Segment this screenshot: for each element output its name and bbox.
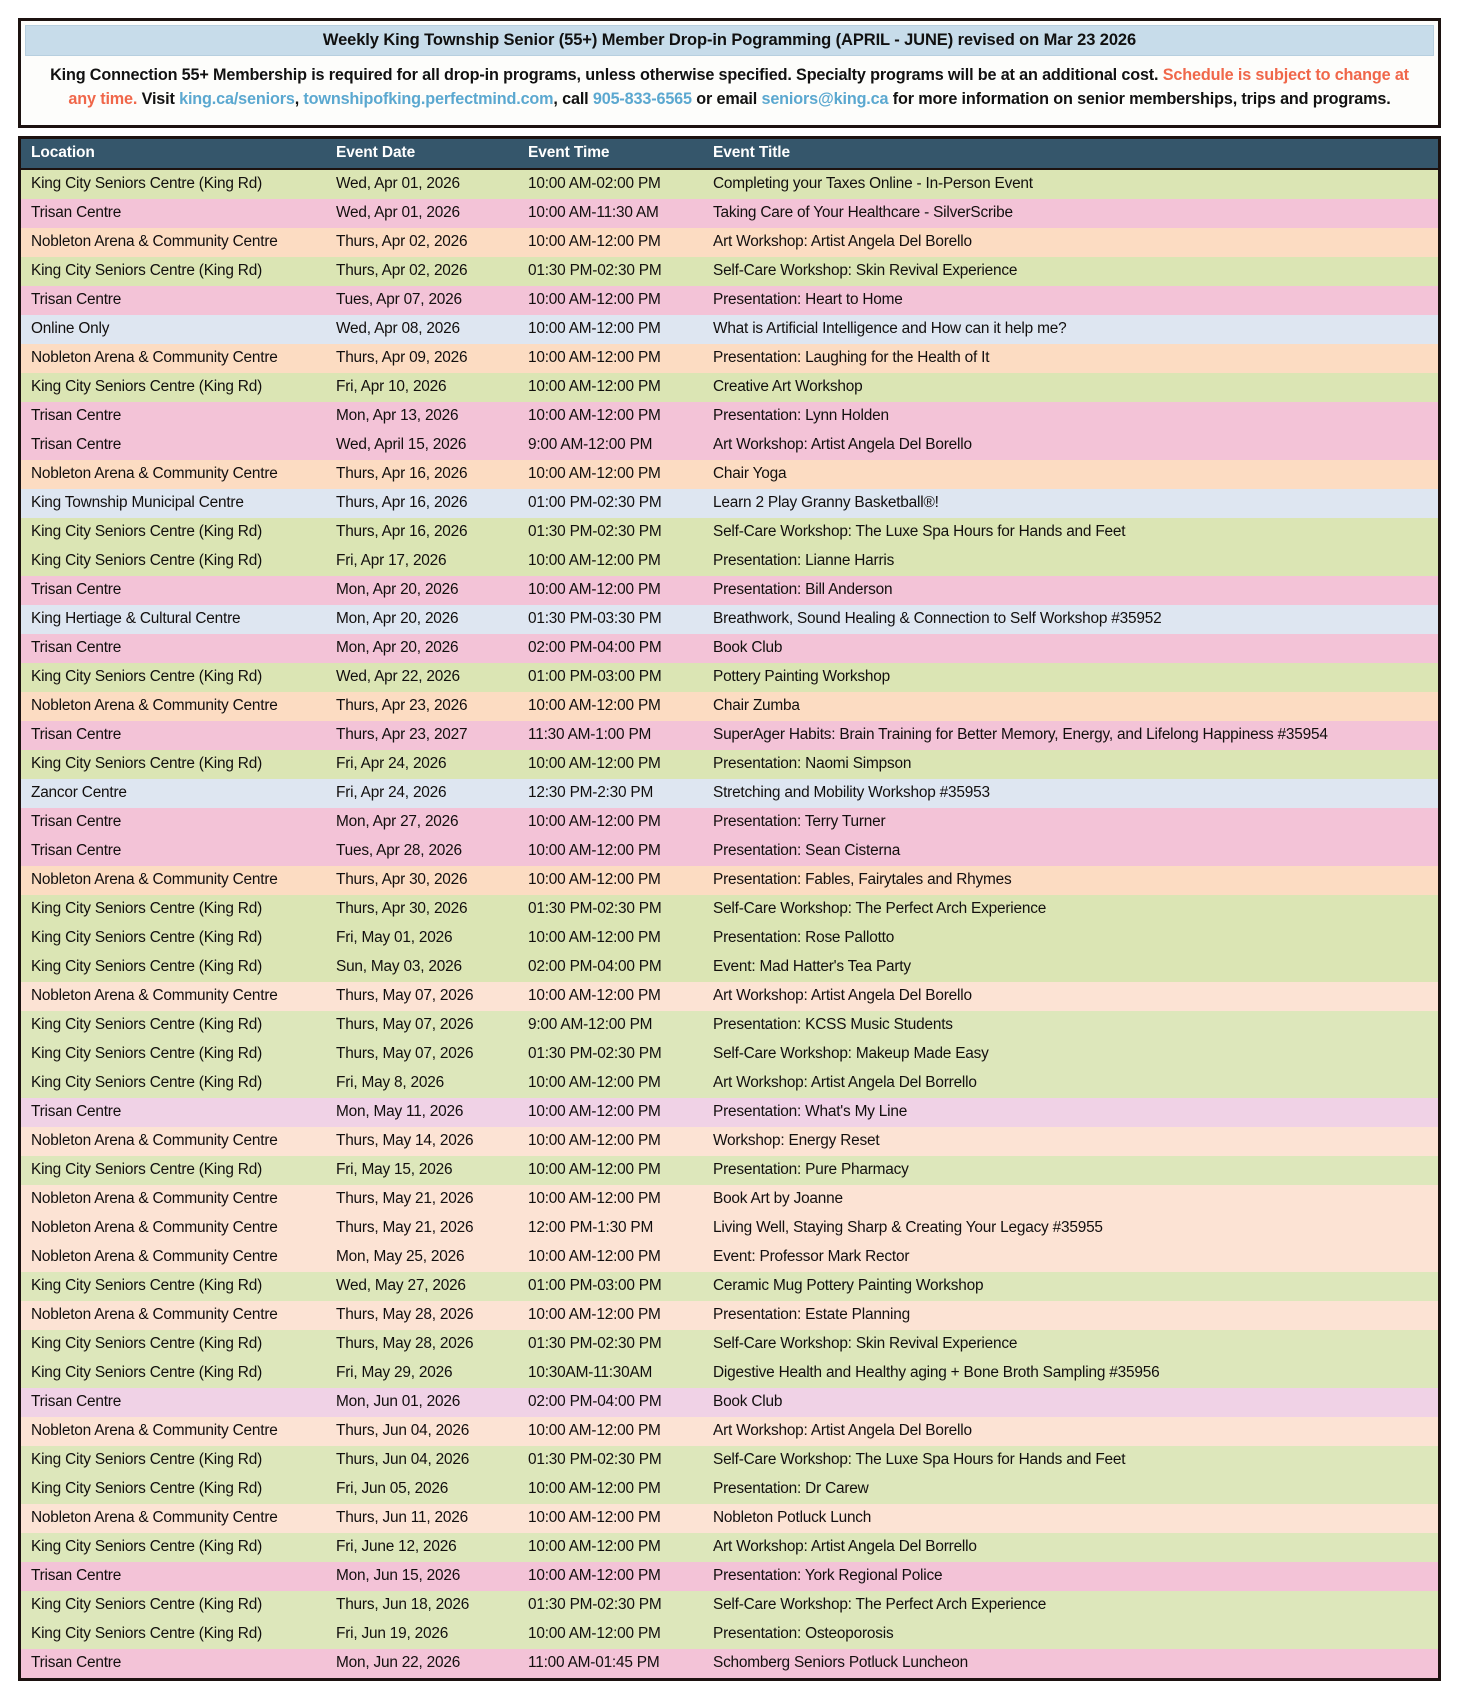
table-row[interactable] xyxy=(21,953,1438,982)
link-perfectmind[interactable]: townshipofking.perfectmind.com xyxy=(303,90,554,109)
event-date: Wed, April 15, 2026 xyxy=(326,431,518,460)
table-row[interactable] xyxy=(21,460,1438,489)
event-title: Taking Care of Your Healthcare - SilverScribe xyxy=(703,199,1438,228)
event-date: Thurs, May 07, 2026 xyxy=(326,1040,518,1069)
event-time: 10:00 AM-11:30 AM xyxy=(518,199,703,228)
event-location: Trisan Centre xyxy=(21,199,326,228)
column-header-event-time[interactable]: Event Time xyxy=(518,139,703,169)
event-title: Presentation: Heart to Home xyxy=(703,286,1438,315)
event-title: Presentation: Rose Pallotto xyxy=(703,924,1438,953)
table-row[interactable] xyxy=(21,1330,1438,1359)
event-time: 11:30 AM-1:00 PM xyxy=(518,721,703,750)
notice-change-warning: Schedule is subject to change at any time. xyxy=(68,66,1409,109)
event-title: Chair Yoga xyxy=(703,460,1438,489)
event-location: King City Seniors Centre (King Rd) xyxy=(21,1475,326,1504)
table-row[interactable] xyxy=(21,692,1438,721)
event-title: Book Club xyxy=(703,634,1438,663)
event-time: 10:00 AM-02:00 PM xyxy=(518,169,703,199)
event-time: 10:00 AM-12:00 PM xyxy=(518,1475,703,1504)
page-title: Weekly King Township Senior (55+) Member Drop-in Pogramming (APRIL - JUNE) revised on Mar 23 2026 xyxy=(25,25,1434,56)
table-row[interactable] xyxy=(21,1359,1438,1388)
event-date: Thurs, May 07, 2026 xyxy=(326,1011,518,1040)
event-title: Self-Care Workshop: The Perfect Arch Experience xyxy=(703,1591,1438,1620)
event-date: Mon, Apr 13, 2026 xyxy=(326,402,518,431)
table-row[interactable] xyxy=(21,750,1438,779)
event-date: Fri, Jun 19, 2026 xyxy=(326,1620,518,1649)
table-header xyxy=(21,139,1438,169)
event-title: Presentation: Laughing for the Health of It xyxy=(703,344,1438,373)
event-time: 10:00 AM-12:00 PM xyxy=(518,982,703,1011)
event-title: Pottery Painting Workshop xyxy=(703,663,1438,692)
event-time: 02:00 PM-04:00 PM xyxy=(518,1388,703,1417)
event-time: 9:00 AM-12:00 PM xyxy=(518,431,703,460)
table-row[interactable] xyxy=(21,286,1438,315)
event-location: Nobleton Arena & Community Centre xyxy=(21,982,326,1011)
table-row[interactable] xyxy=(21,1562,1438,1591)
event-title: Presentation: Lianne Harris xyxy=(703,547,1438,576)
table-row[interactable] xyxy=(21,1475,1438,1504)
event-time: 01:30 PM-02:30 PM xyxy=(518,895,703,924)
table-row[interactable] xyxy=(21,373,1438,402)
event-location: King City Seniors Centre (King Rd) xyxy=(21,895,326,924)
event-time: 10:00 AM-12:00 PM xyxy=(518,576,703,605)
event-location: Nobleton Arena & Community Centre xyxy=(21,1301,326,1330)
event-title: Art Workshop: Artist Angela Del Borello xyxy=(703,431,1438,460)
event-date: Tues, Apr 28, 2026 xyxy=(326,837,518,866)
event-time: 01:00 PM-03:00 PM xyxy=(518,1272,703,1301)
table-row[interactable] xyxy=(21,489,1438,518)
column-header-location[interactable]: Location xyxy=(21,139,326,169)
event-location: Zancor Centre xyxy=(21,779,326,808)
event-location: Trisan Centre xyxy=(21,808,326,837)
event-date: Mon, Jun 15, 2026 xyxy=(326,1562,518,1591)
event-date: Fri, May 01, 2026 xyxy=(326,924,518,953)
event-location: Nobleton Arena & Community Centre xyxy=(21,692,326,721)
event-title: Presentation: Bill Anderson xyxy=(703,576,1438,605)
event-time: 9:00 AM-12:00 PM xyxy=(518,1011,703,1040)
event-location: Online Only xyxy=(21,315,326,344)
event-time: 10:00 AM-12:00 PM xyxy=(518,373,703,402)
table-row[interactable] xyxy=(21,866,1438,895)
notice-text-part2: Visit xyxy=(137,90,180,109)
event-time: 10:00 AM-12:00 PM xyxy=(518,692,703,721)
event-time: 10:00 AM-12:00 PM xyxy=(518,1620,703,1649)
event-date: Fri, May 15, 2026 xyxy=(326,1156,518,1185)
schedule-table xyxy=(21,139,1438,1678)
event-title: Digestive Health and Healthy aging + Bone Broth Sampling #35956 xyxy=(703,1359,1438,1388)
notice-sep3: or email xyxy=(691,90,762,109)
event-title: Art Workshop: Artist Angela Del Borello xyxy=(703,228,1438,257)
event-location: Trisan Centre xyxy=(21,1562,326,1591)
event-date: Thurs, Apr 23, 2027 xyxy=(326,721,518,750)
table-row[interactable] xyxy=(21,402,1438,431)
event-date: Thurs, Apr 30, 2026 xyxy=(326,866,518,895)
event-time: 10:00 AM-12:00 PM xyxy=(518,1185,703,1214)
event-time: 10:00 AM-12:00 PM xyxy=(518,1301,703,1330)
event-time: 12:00 PM-1:30 PM xyxy=(518,1214,703,1243)
banner xyxy=(18,18,1441,128)
event-title: Self-Care Workshop: Makeup Made Easy xyxy=(703,1040,1438,1069)
table-row[interactable] xyxy=(21,547,1438,576)
event-title: Art Workshop: Artist Angela Del Borrello xyxy=(703,1533,1438,1562)
event-time: 10:30AM-11:30AM xyxy=(518,1359,703,1388)
event-location: King City Seniors Centre (King Rd) xyxy=(21,953,326,982)
table-row[interactable] xyxy=(21,605,1438,634)
phone-number[interactable]: 905-833-6565 xyxy=(592,90,692,109)
event-location: King City Seniors Centre (King Rd) xyxy=(21,518,326,547)
event-title: Book Art by Joanne xyxy=(703,1185,1438,1214)
event-title: Self-Care Workshop: Skin Revival Experience xyxy=(703,1330,1438,1359)
event-location: Nobleton Arena & Community Centre xyxy=(21,1185,326,1214)
event-time: 01:30 PM-02:30 PM xyxy=(518,257,703,286)
event-location: Nobleton Arena & Community Centre xyxy=(21,1504,326,1533)
event-time: 10:00 AM-12:00 PM xyxy=(518,924,703,953)
event-date: Fri, May 8, 2026 xyxy=(326,1069,518,1098)
table-row[interactable] xyxy=(21,257,1438,286)
event-location: Trisan Centre xyxy=(21,721,326,750)
table-row[interactable] xyxy=(21,1156,1438,1185)
event-location: King City Seniors Centre (King Rd) xyxy=(21,1272,326,1301)
event-title: Self-Care Workshop: The Luxe Spa Hours for Hands and Feet xyxy=(703,1446,1438,1475)
event-date: Wed, Apr 01, 2026 xyxy=(326,169,518,199)
event-time: 11:00 AM-01:45 PM xyxy=(518,1649,703,1678)
table-row[interactable] xyxy=(21,576,1438,605)
event-date: Fri, Apr 24, 2026 xyxy=(326,779,518,808)
event-date: Wed, May 27, 2026 xyxy=(326,1272,518,1301)
event-time: 01:30 PM-02:30 PM xyxy=(518,1040,703,1069)
event-location: Nobleton Arena & Community Centre xyxy=(21,228,326,257)
event-date: Thurs, Apr 16, 2026 xyxy=(326,489,518,518)
event-location: Trisan Centre xyxy=(21,402,326,431)
event-time: 10:00 AM-12:00 PM xyxy=(518,402,703,431)
table-row[interactable] xyxy=(21,663,1438,692)
event-location: King City Seniors Centre (King Rd) xyxy=(21,1040,326,1069)
table-row[interactable] xyxy=(21,1098,1438,1127)
event-time: 01:30 PM-02:30 PM xyxy=(518,1446,703,1475)
event-time: 01:00 PM-03:00 PM xyxy=(518,663,703,692)
event-date: Fri, Apr 17, 2026 xyxy=(326,547,518,576)
event-location: King City Seniors Centre (King Rd) xyxy=(21,663,326,692)
event-date: Wed, Apr 01, 2026 xyxy=(326,199,518,228)
table-row[interactable] xyxy=(21,1504,1438,1533)
event-time: 10:00 AM-12:00 PM xyxy=(518,837,703,866)
table-row[interactable] xyxy=(21,721,1438,750)
event-date: Thurs, Apr 16, 2026 xyxy=(326,460,518,489)
event-time: 10:00 AM-12:00 PM xyxy=(518,228,703,257)
event-title: Art Workshop: Artist Angela Del Borello xyxy=(703,982,1438,1011)
event-title: Self-Care Workshop: Skin Revival Experience xyxy=(703,257,1438,286)
event-title: Completing your Taxes Online - In-Person Event xyxy=(703,169,1438,199)
event-title: Living Well, Staying Sharp & Creating Your Legacy #35955 xyxy=(703,1214,1438,1243)
event-title: Workshop: Energy Reset xyxy=(703,1127,1438,1156)
event-date: Wed, Apr 22, 2026 xyxy=(326,663,518,692)
event-date: Fri, Apr 10, 2026 xyxy=(326,373,518,402)
notice-text-part3: for more information on senior memberships, trips and programs. xyxy=(888,90,1391,109)
event-title: Presentation: KCSS Music Students xyxy=(703,1011,1438,1040)
column-header-event-title[interactable]: Event Title xyxy=(703,139,1438,169)
schedule-table-container xyxy=(18,136,1441,1681)
event-date: Mon, Apr 20, 2026 xyxy=(326,634,518,663)
event-title: Schomberg Seniors Potluck Luncheon xyxy=(703,1649,1438,1678)
notice-sep1: , xyxy=(294,90,304,109)
event-date: Thurs, Jun 04, 2026 xyxy=(326,1446,518,1475)
event-title: Nobleton Potluck Lunch xyxy=(703,1504,1438,1533)
event-title: Presentation: What's My Line xyxy=(703,1098,1438,1127)
event-title: Presentation: Lynn Holden xyxy=(703,402,1438,431)
event-time: 10:00 AM-12:00 PM xyxy=(518,1417,703,1446)
table-row[interactable] xyxy=(21,1533,1438,1562)
table-row[interactable] xyxy=(21,1011,1438,1040)
table-row[interactable] xyxy=(21,895,1438,924)
event-time: 10:00 AM-12:00 PM xyxy=(518,286,703,315)
event-time: 10:00 AM-12:00 PM xyxy=(518,1504,703,1533)
notice-sep2: , call xyxy=(553,90,593,109)
event-date: Mon, Jun 01, 2026 xyxy=(326,1388,518,1417)
event-time: 10:00 AM-12:00 PM xyxy=(518,315,703,344)
event-date: Thurs, Apr 02, 2026 xyxy=(326,228,518,257)
table-row[interactable] xyxy=(21,228,1438,257)
event-time: 01:30 PM-02:30 PM xyxy=(518,1591,703,1620)
table-row[interactable] xyxy=(21,1620,1438,1649)
table-row[interactable] xyxy=(21,1214,1438,1243)
event-location: Nobleton Arena & Community Centre xyxy=(21,866,326,895)
table-row[interactable] xyxy=(21,1069,1438,1098)
notice-text-part1: King Connection 55+ Membership is required for all drop-in programs, unless otherwise specified. Specialty programs will be at an additional cost. xyxy=(50,66,1163,85)
event-time: 01:30 PM-02:30 PM xyxy=(518,1330,703,1359)
event-date: Mon, May 25, 2026 xyxy=(326,1243,518,1272)
event-date: Mon, Jun 22, 2026 xyxy=(326,1649,518,1678)
table-row[interactable] xyxy=(21,1040,1438,1069)
event-time: 10:00 AM-12:00 PM xyxy=(518,808,703,837)
event-location: Nobleton Arena & Community Centre xyxy=(21,460,326,489)
table-row[interactable] xyxy=(21,315,1438,344)
event-location: King City Seniors Centre (King Rd) xyxy=(21,1069,326,1098)
event-date: Thurs, Jun 18, 2026 xyxy=(326,1591,518,1620)
event-date: Thurs, Apr 09, 2026 xyxy=(326,344,518,373)
table-row[interactable] xyxy=(21,1301,1438,1330)
event-title: Presentation: Pure Pharmacy xyxy=(703,1156,1438,1185)
table-header-row xyxy=(21,139,1438,169)
event-title: Presentation: Fables, Fairytales and Rhymes xyxy=(703,866,1438,895)
event-title: Breathwork, Sound Healing & Connection to Self Workshop #35952 xyxy=(703,605,1438,634)
table-body xyxy=(21,169,1438,1678)
event-time: 01:00 PM-02:30 PM xyxy=(518,489,703,518)
event-title: Chair Zumba xyxy=(703,692,1438,721)
event-location: King City Seniors Centre (King Rd) xyxy=(21,1620,326,1649)
table-row[interactable] xyxy=(21,1272,1438,1301)
table-row[interactable] xyxy=(21,1185,1438,1214)
event-date: Mon, Apr 27, 2026 xyxy=(326,808,518,837)
table-row[interactable] xyxy=(21,1591,1438,1620)
event-time: 10:00 AM-12:00 PM xyxy=(518,1069,703,1098)
event-date: Wed, Apr 08, 2026 xyxy=(326,315,518,344)
event-location: Trisan Centre xyxy=(21,576,326,605)
event-location: Trisan Centre xyxy=(21,1098,326,1127)
event-location: King City Seniors Centre (King Rd) xyxy=(21,750,326,779)
event-title: Event: Professor Mark Rector xyxy=(703,1243,1438,1272)
event-date: Thurs, Jun 11, 2026 xyxy=(326,1504,518,1533)
event-time: 02:00 PM-04:00 PM xyxy=(518,634,703,663)
event-location: King Township Municipal Centre xyxy=(21,489,326,518)
table-row[interactable] xyxy=(21,837,1438,866)
event-date: Mon, Apr 20, 2026 xyxy=(326,605,518,634)
link-king-ca-seniors[interactable]: king.ca/seniors xyxy=(179,90,295,109)
event-time: 01:30 PM-02:30 PM xyxy=(518,518,703,547)
event-location: Nobleton Arena & Community Centre xyxy=(21,1127,326,1156)
event-date: Fri, Jun 05, 2026 xyxy=(326,1475,518,1504)
event-location: Nobleton Arena & Community Centre xyxy=(21,1417,326,1446)
event-date: Thurs, Apr 02, 2026 xyxy=(326,257,518,286)
event-time: 10:00 AM-12:00 PM xyxy=(518,547,703,576)
event-date: Thurs, Apr 16, 2026 xyxy=(326,518,518,547)
event-title: Self-Care Workshop: The Luxe Spa Hours for Hands and Feet xyxy=(703,518,1438,547)
event-title: Book Club xyxy=(703,1388,1438,1417)
event-location: King City Seniors Centre (King Rd) xyxy=(21,1591,326,1620)
event-location: Nobleton Arena & Community Centre xyxy=(21,344,326,373)
table-row[interactable] xyxy=(21,1243,1438,1272)
event-location: King City Seniors Centre (King Rd) xyxy=(21,1156,326,1185)
event-date: Tues, Apr 07, 2026 xyxy=(326,286,518,315)
event-location: King City Seniors Centre (King Rd) xyxy=(21,257,326,286)
event-date: Mon, May 11, 2026 xyxy=(326,1098,518,1127)
event-location: Trisan Centre xyxy=(21,1388,326,1417)
event-title: Self-Care Workshop: The Perfect Arch Experience xyxy=(703,895,1438,924)
event-time: 01:30 PM-03:30 PM xyxy=(518,605,703,634)
event-title: Creative Art Workshop xyxy=(703,373,1438,402)
event-location: King City Seniors Centre (King Rd) xyxy=(21,1359,326,1388)
event-time: 10:00 AM-12:00 PM xyxy=(518,750,703,779)
event-title: Event: Mad Hatter's Tea Party xyxy=(703,953,1438,982)
event-location: King City Seniors Centre (King Rd) xyxy=(21,1446,326,1475)
event-date: Mon, Apr 20, 2026 xyxy=(326,576,518,605)
membership-notice xyxy=(25,56,1434,121)
event-title: Presentation: Estate Planning xyxy=(703,1301,1438,1330)
event-title: Art Workshop: Artist Angela Del Borello xyxy=(703,1417,1438,1446)
event-title: Presentation: Dr Carew xyxy=(703,1475,1438,1504)
event-location: King City Seniors Centre (King Rd) xyxy=(21,1533,326,1562)
email-address[interactable]: seniors@king.ca xyxy=(761,90,889,109)
event-date: Thurs, Jun 04, 2026 xyxy=(326,1417,518,1446)
event-title: Art Workshop: Artist Angela Del Borrello xyxy=(703,1069,1438,1098)
event-title: Ceramic Mug Pottery Painting Workshop xyxy=(703,1272,1438,1301)
event-date: Fri, Apr 24, 2026 xyxy=(326,750,518,779)
event-title: Learn 2 Play Granny Basketball®! xyxy=(703,489,1438,518)
event-time: 10:00 AM-12:00 PM xyxy=(518,460,703,489)
event-title: Presentation: Terry Turner xyxy=(703,808,1438,837)
event-title: Presentation: Sean Cisterna xyxy=(703,837,1438,866)
event-location: Nobleton Arena & Community Centre xyxy=(21,1214,326,1243)
event-title: Presentation: York Regional Police xyxy=(703,1562,1438,1591)
event-location: King Hertiage & Cultural Centre xyxy=(21,605,326,634)
table-row[interactable] xyxy=(21,1388,1438,1417)
event-location: King City Seniors Centre (King Rd) xyxy=(21,1330,326,1359)
event-location: Trisan Centre xyxy=(21,634,326,663)
event-time: 10:00 AM-12:00 PM xyxy=(518,1127,703,1156)
event-date: Fri, May 29, 2026 xyxy=(326,1359,518,1388)
event-time: 10:00 AM-12:00 PM xyxy=(518,344,703,373)
event-title: What is Artificial Intelligence and How can it help me? xyxy=(703,315,1438,344)
event-location: King City Seniors Centre (King Rd) xyxy=(21,373,326,402)
table-row[interactable] xyxy=(21,169,1438,199)
event-location: Nobleton Arena & Community Centre xyxy=(21,1243,326,1272)
event-title: Presentation: Naomi Simpson xyxy=(703,750,1438,779)
event-date: Fri, June 12, 2026 xyxy=(326,1533,518,1562)
event-date: Thurs, May 07, 2026 xyxy=(326,982,518,1011)
table-row[interactable] xyxy=(21,344,1438,373)
event-date: Thurs, May 28, 2026 xyxy=(326,1301,518,1330)
event-location: King City Seniors Centre (King Rd) xyxy=(21,169,326,199)
event-location: Trisan Centre xyxy=(21,1649,326,1678)
event-time: 10:00 AM-12:00 PM xyxy=(518,1562,703,1591)
event-date: Thurs, May 21, 2026 xyxy=(326,1185,518,1214)
event-time: 10:00 AM-12:00 PM xyxy=(518,1243,703,1272)
event-location: Trisan Centre xyxy=(21,286,326,315)
table-row[interactable] xyxy=(21,199,1438,228)
table-row[interactable] xyxy=(21,1417,1438,1446)
event-title: Stretching and Mobility Workshop #35953 xyxy=(703,779,1438,808)
table-row[interactable] xyxy=(21,808,1438,837)
table-row[interactable] xyxy=(21,924,1438,953)
event-date: Thurs, Apr 23, 2026 xyxy=(326,692,518,721)
table-row[interactable] xyxy=(21,982,1438,1011)
table-row[interactable] xyxy=(21,1127,1438,1156)
event-date: Thurs, May 28, 2026 xyxy=(326,1330,518,1359)
event-location: King City Seniors Centre (King Rd) xyxy=(21,924,326,953)
event-title: Presentation: Osteoporosis xyxy=(703,1620,1438,1649)
table-row[interactable] xyxy=(21,518,1438,547)
event-time: 02:00 PM-04:00 PM xyxy=(518,953,703,982)
event-date: Thurs, May 14, 2026 xyxy=(326,1127,518,1156)
event-title: SuperAger Habits: Brain Training for Better Memory, Energy, and Lifelong Happiness #35954 xyxy=(703,721,1438,750)
table-row[interactable] xyxy=(21,779,1438,808)
event-location: King City Seniors Centre (King Rd) xyxy=(21,1011,326,1040)
event-date: Sun, May 03, 2026 xyxy=(326,953,518,982)
column-header-event-date[interactable]: Event Date xyxy=(326,139,518,169)
event-time: 12:30 PM-2:30 PM xyxy=(518,779,703,808)
event-location: Trisan Centre xyxy=(21,431,326,460)
table-row[interactable] xyxy=(21,1649,1438,1678)
table-row[interactable] xyxy=(21,1446,1438,1475)
event-time: 10:00 AM-12:00 PM xyxy=(518,866,703,895)
event-date: Thurs, Apr 30, 2026 xyxy=(326,895,518,924)
event-time: 10:00 AM-12:00 PM xyxy=(518,1098,703,1127)
event-time: 10:00 AM-12:00 PM xyxy=(518,1156,703,1185)
event-time: 10:00 AM-12:00 PM xyxy=(518,1533,703,1562)
table-row[interactable] xyxy=(21,634,1438,663)
table-row[interactable] xyxy=(21,431,1438,460)
event-date: Thurs, May 21, 2026 xyxy=(326,1214,518,1243)
event-location: Trisan Centre xyxy=(21,837,326,866)
event-location: King City Seniors Centre (King Rd) xyxy=(21,547,326,576)
